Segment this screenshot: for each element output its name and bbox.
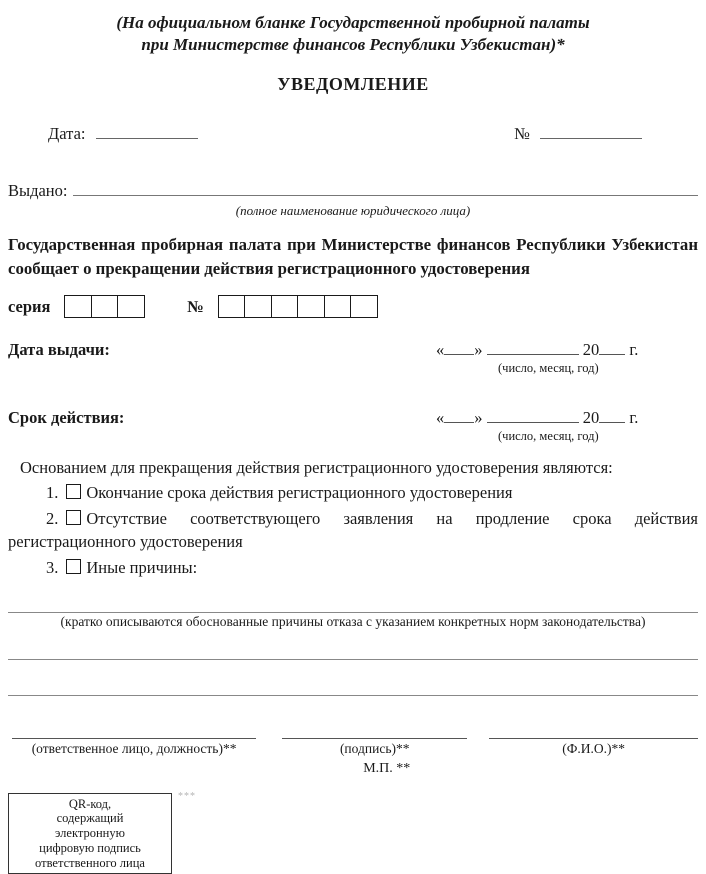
- qr-box-line: ответственного лица: [35, 855, 145, 870]
- signature-caption: (подпись)**: [339, 740, 410, 756]
- letterhead-note: [8, 12, 698, 56]
- certificate-series-row: [8, 295, 698, 318]
- number-cell: [297, 295, 325, 318]
- number-input-blank[interactable]: [540, 123, 642, 139]
- other-reasons-fill-block: [8, 596, 698, 696]
- reason-1-text: Окончание срока действия регистрационного удостоверения: [86, 483, 513, 503]
- date-format-caption: (число, месяц, год): [498, 429, 599, 444]
- date-label: Дата:: [48, 123, 86, 143]
- validity-date-value: [436, 408, 698, 454]
- year-prefix: 20: [582, 340, 600, 360]
- other-reasons-line-1[interactable]: [8, 596, 698, 613]
- statement-paragraph: Государственная пробирная палата при Министерстве финансов Республики Узбекистан сообщает о прекращении действия регистрационного удостоверения: [8, 234, 698, 278]
- issued-caption: (полное наименование юридического лица): [235, 202, 471, 218]
- issued-input-blank[interactable]: [73, 178, 698, 196]
- issue-date-label: Дата выдачи:: [8, 340, 110, 360]
- reason-3-checkbox[interactable]: [66, 559, 81, 574]
- day-input-blank[interactable]: [444, 408, 474, 423]
- day-input-blank[interactable]: [444, 340, 474, 355]
- reasons-intro: Основанием для прекращения действия регистрационного удостоверения являются:: [20, 458, 613, 478]
- number-cell: [218, 295, 246, 318]
- issue-date-row: [8, 340, 698, 386]
- other-reasons-line-2[interactable]: [8, 643, 698, 660]
- year-suffix: г.: [629, 408, 639, 428]
- issue-date-value: [436, 340, 698, 386]
- date-format-caption: (число, месяц, год): [498, 361, 599, 376]
- qr-footnote-mark: ***: [178, 790, 196, 802]
- letterhead-line-1: (На официальном бланке Государственной пробирной палаты: [116, 13, 590, 32]
- month-input-blank[interactable]: [487, 408, 579, 423]
- reason-1-number: 1.: [46, 483, 59, 503]
- reason-2-text: Отсутствие соответствующего заявления на продление срока действия регистрационного удостоверения: [8, 509, 698, 552]
- qr-box-line: цифровую подпись: [39, 840, 141, 855]
- reason-3-text: Иные причины:: [86, 558, 198, 578]
- full-name-column: [489, 726, 698, 777]
- qr-box-line: QR-код,: [68, 796, 112, 811]
- quote-close: »: [474, 340, 483, 360]
- other-reasons-caption: (кратко описываются обоснованные причины отказа с указанием конкретных норм законодательства): [60, 613, 646, 629]
- reason-2-checkbox[interactable]: [66, 510, 81, 525]
- date-input-blank[interactable]: [96, 123, 198, 139]
- letterhead-line-2: при Министерстве финансов Республики Узбекистан)*: [141, 34, 565, 54]
- number-cell: [271, 295, 299, 318]
- issued-row: [8, 178, 698, 201]
- reason-item-2: [8, 507, 698, 553]
- series-cell: [91, 295, 119, 318]
- validity-date-row: [8, 408, 698, 454]
- stamp-placeholder: М.П. **: [363, 760, 411, 776]
- quote-close: »: [474, 408, 483, 428]
- number-cell: [350, 295, 378, 318]
- date-field-group: [48, 123, 198, 144]
- year-input-blank[interactable]: [599, 408, 625, 423]
- number-cells-input[interactable]: [218, 295, 378, 318]
- series-cell: [117, 295, 145, 318]
- quote-open: «: [436, 340, 445, 360]
- responsible-person-signature-line[interactable]: [12, 726, 256, 739]
- qr-box-line: электронную: [55, 826, 125, 841]
- responsible-person-caption: (ответственное лицо, должность)**: [31, 740, 237, 756]
- series-label: серия: [8, 296, 51, 316]
- reason-2-number: 2.: [46, 509, 59, 529]
- number-cell: [324, 295, 352, 318]
- qr-code-area: [8, 790, 198, 874]
- number-label: №: [514, 123, 530, 143]
- other-reasons-line-3[interactable]: [8, 679, 698, 696]
- series-cell: [64, 295, 92, 318]
- year-prefix: 20: [582, 408, 600, 428]
- reason-item-1: [8, 481, 698, 504]
- series-number-label: №: [187, 296, 204, 316]
- quote-open: «: [436, 408, 445, 428]
- qr-box-line: содержащий: [56, 811, 124, 826]
- qr-code-placeholder-box: [8, 793, 172, 874]
- page-title: УВЕДОМЛЕНИЕ: [277, 73, 429, 94]
- signature-line[interactable]: [282, 726, 467, 739]
- reason-3-number: 3.: [46, 558, 59, 578]
- year-suffix: г.: [629, 340, 639, 360]
- number-cell: [244, 295, 272, 318]
- series-cells-input[interactable]: [64, 295, 145, 318]
- signature-column: [282, 726, 467, 777]
- reason-item-3: [8, 556, 698, 579]
- signature-row: [8, 726, 698, 777]
- responsible-person-column: [12, 726, 256, 777]
- issued-label: Выдано:: [8, 180, 68, 200]
- year-input-blank[interactable]: [599, 340, 625, 355]
- full-name-line[interactable]: [489, 726, 698, 739]
- month-input-blank[interactable]: [487, 340, 579, 355]
- meta-row: [8, 123, 698, 144]
- full-name-caption: (Ф.И.О.)**: [562, 740, 626, 756]
- validity-date-label: Срок действия:: [8, 408, 125, 428]
- number-field-group: [514, 123, 642, 144]
- reason-1-checkbox[interactable]: [66, 484, 81, 499]
